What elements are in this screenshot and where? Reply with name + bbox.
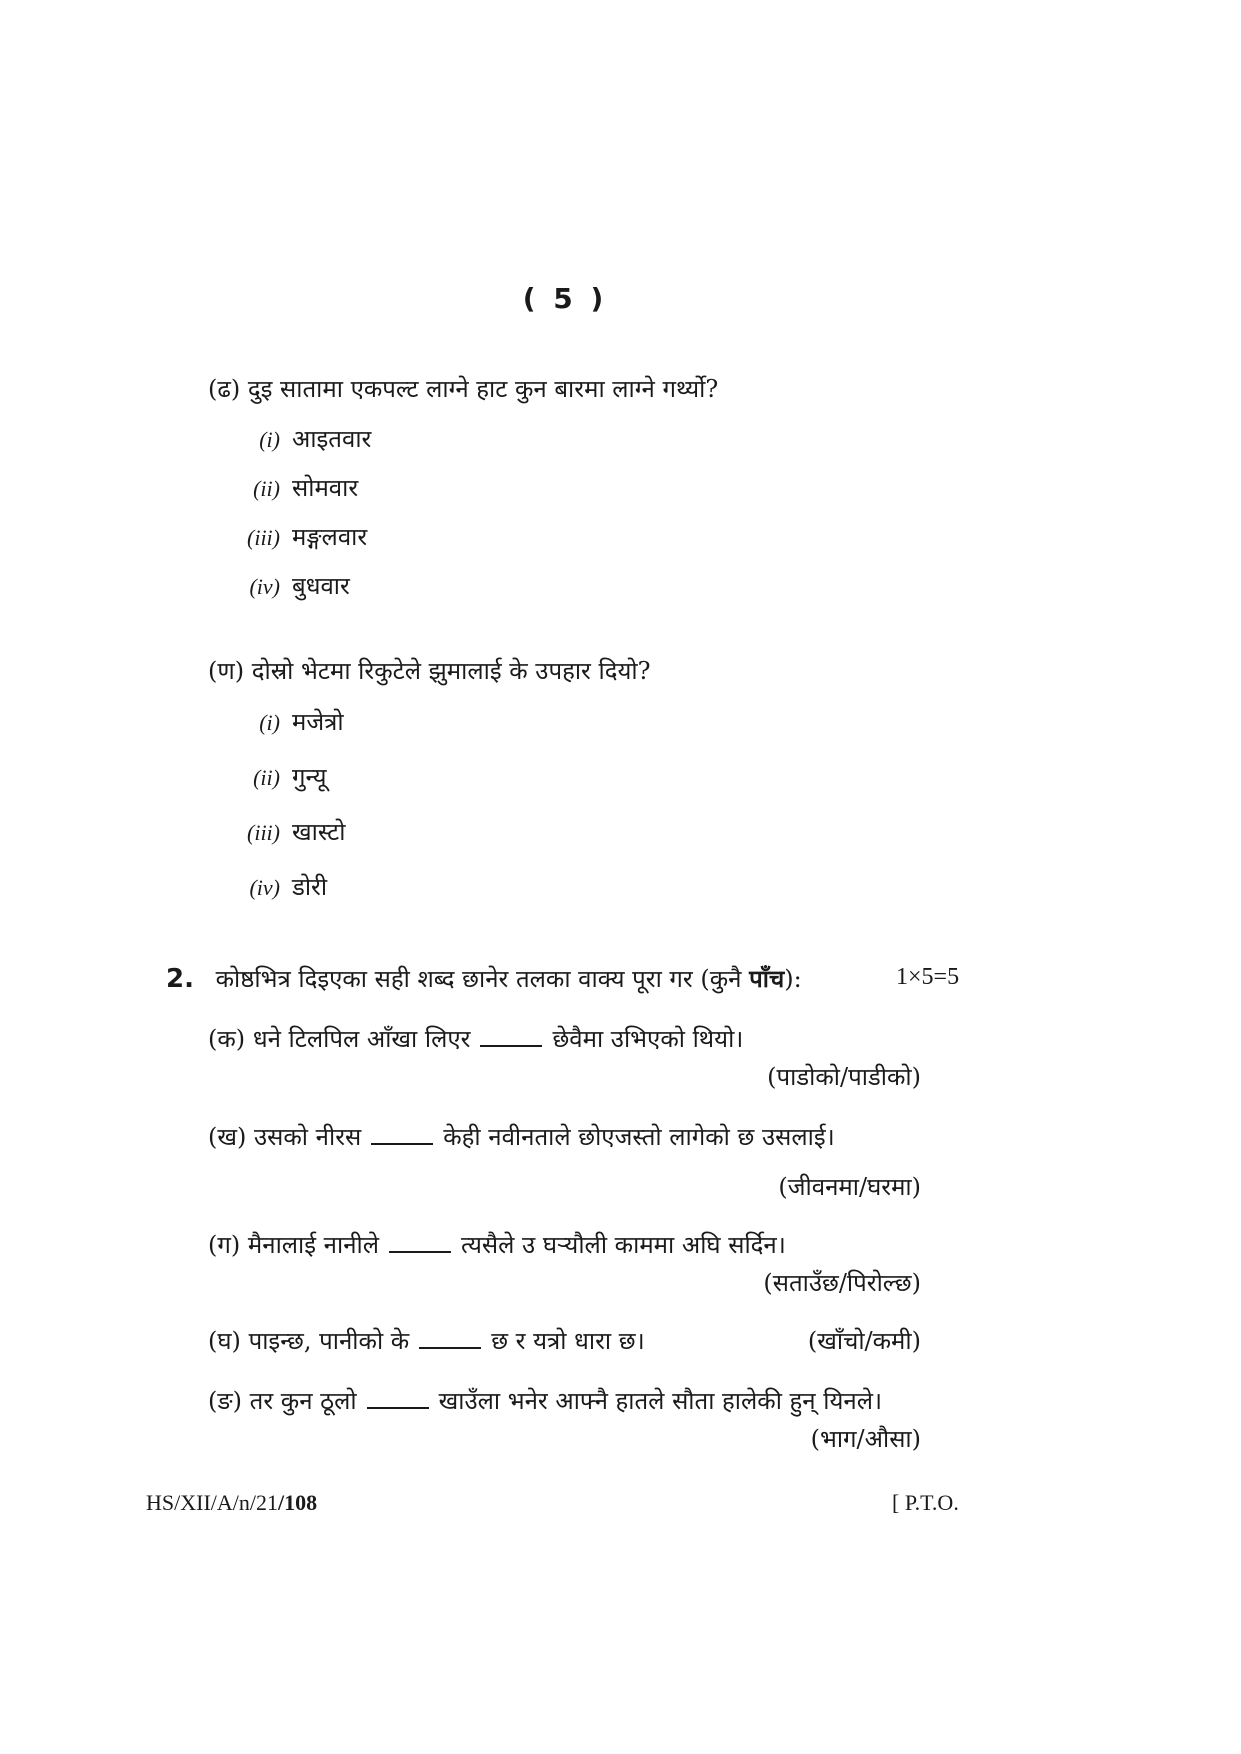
item-text-after: खाउँला भनेर आफ्नै हातले सौता हालेकी हुन् यिनले। bbox=[438, 1387, 883, 1415]
question-label: (ढ) bbox=[208, 375, 241, 403]
item-text-after: छेवैमा उभिएको थियो। bbox=[552, 1025, 744, 1053]
option-na-3 bbox=[236, 815, 346, 848]
item-text-after: केही नवीनताले छोएजस्तो लागेको छ उसलाई। bbox=[443, 1123, 835, 1151]
option-dha-4 bbox=[236, 569, 350, 602]
option-text: सोमवार bbox=[292, 474, 359, 502]
word-hint-ga: (सताउँछ/पिरोल्छ) bbox=[763, 1269, 921, 1297]
option-number: (i) bbox=[259, 710, 280, 735]
question-na bbox=[208, 654, 650, 687]
paper-code bbox=[146, 1490, 317, 1516]
option-number: (i) bbox=[259, 427, 280, 452]
option-na-2 bbox=[236, 760, 327, 793]
fill-item-ga bbox=[208, 1228, 786, 1261]
option-number: (ii) bbox=[253, 476, 280, 501]
option-number: (iv) bbox=[249, 574, 280, 599]
item-text-after: त्यसैले उ घर्‍यौली काममा अघि सर्दिन। bbox=[461, 1231, 786, 1259]
option-text: मजेत्रो bbox=[292, 708, 344, 736]
fill-item-gha bbox=[208, 1324, 645, 1357]
answer-blank bbox=[480, 1025, 542, 1047]
option-text: बुधवार bbox=[292, 572, 350, 600]
option-number: (iv) bbox=[249, 875, 280, 900]
option-text: खास्टो bbox=[292, 818, 346, 846]
item-text-before: पाइन्छ, पानीको के bbox=[248, 1327, 410, 1355]
item-text-before: तर कुन ठूलो bbox=[249, 1387, 357, 1415]
answer-blank bbox=[371, 1123, 433, 1145]
item-label: (क) bbox=[208, 1025, 246, 1053]
question-2-heading bbox=[166, 962, 802, 995]
item-label: (ग) bbox=[208, 1231, 241, 1259]
option-dha-1 bbox=[236, 422, 371, 455]
option-dha-2 bbox=[236, 471, 358, 504]
fill-item-ka bbox=[208, 1022, 743, 1055]
option-na-1 bbox=[236, 705, 344, 738]
item-text-before: उसको नीरस bbox=[254, 1123, 362, 1151]
item-label: (ङ) bbox=[208, 1387, 243, 1415]
question-text: कोष्ठभित्र दिइएका सही शब्द छानेर तलका वाक्य पूरा गर (कुनै bbox=[215, 965, 750, 993]
item-text-before: धने टिलपिल आँखा लिएर bbox=[252, 1025, 471, 1053]
question-label: (ण) bbox=[208, 657, 245, 685]
paper-code-prefix: HS/XII/A/n/21 bbox=[146, 1490, 278, 1515]
word-hint-nga: (भाग/औसा) bbox=[810, 1425, 921, 1453]
option-text: आइतवार bbox=[292, 425, 372, 453]
question-number: 2. bbox=[166, 964, 194, 994]
question-dha bbox=[208, 372, 718, 405]
option-number: (iii) bbox=[247, 525, 280, 550]
option-text: डोरी bbox=[292, 873, 328, 901]
question-text: दुइ सातामा एकपल्ट लाग्ने हाट कुन बारमा लाग्ने गर्थ्यो? bbox=[247, 375, 719, 403]
option-text: गुन्यू bbox=[292, 763, 327, 791]
paper-code-number: /108 bbox=[278, 1490, 318, 1515]
item-text-before: मैनालाई नानीले bbox=[247, 1231, 380, 1259]
fill-item-kha bbox=[208, 1120, 835, 1153]
option-number: (ii) bbox=[253, 765, 280, 790]
option-na-4 bbox=[236, 870, 327, 903]
question-2-marks: 1×5=5 bbox=[896, 964, 960, 990]
answer-blank bbox=[389, 1231, 451, 1253]
item-label: (ख) bbox=[208, 1123, 247, 1151]
question-text-bold: पाँच bbox=[749, 964, 785, 993]
page-number: ( 5 ) bbox=[522, 282, 608, 315]
word-hint-ka: (पाडोको/पाडीको) bbox=[767, 1063, 921, 1091]
please-turn-over: [ P.T.O. bbox=[892, 1490, 959, 1515]
option-dha-3 bbox=[236, 520, 367, 553]
question-text: दोस्रो भेटमा रिकुटेले झुमालाई के उपहार दियो? bbox=[251, 657, 651, 685]
fill-item-nga bbox=[208, 1384, 882, 1417]
option-text: मङ्गलवार bbox=[292, 523, 368, 551]
question-text-end: ): bbox=[784, 965, 802, 993]
answer-blank bbox=[367, 1387, 429, 1409]
answer-blank bbox=[419, 1327, 481, 1349]
item-text-after: छ र यत्रो धारा छ। bbox=[491, 1327, 645, 1355]
option-number: (iii) bbox=[247, 820, 280, 845]
item-label: (घ) bbox=[208, 1327, 241, 1355]
word-hint-gha: (खाँचो/कमी) bbox=[807, 1327, 921, 1355]
word-hint-kha: (जीवनमा/घरमा) bbox=[778, 1173, 921, 1201]
